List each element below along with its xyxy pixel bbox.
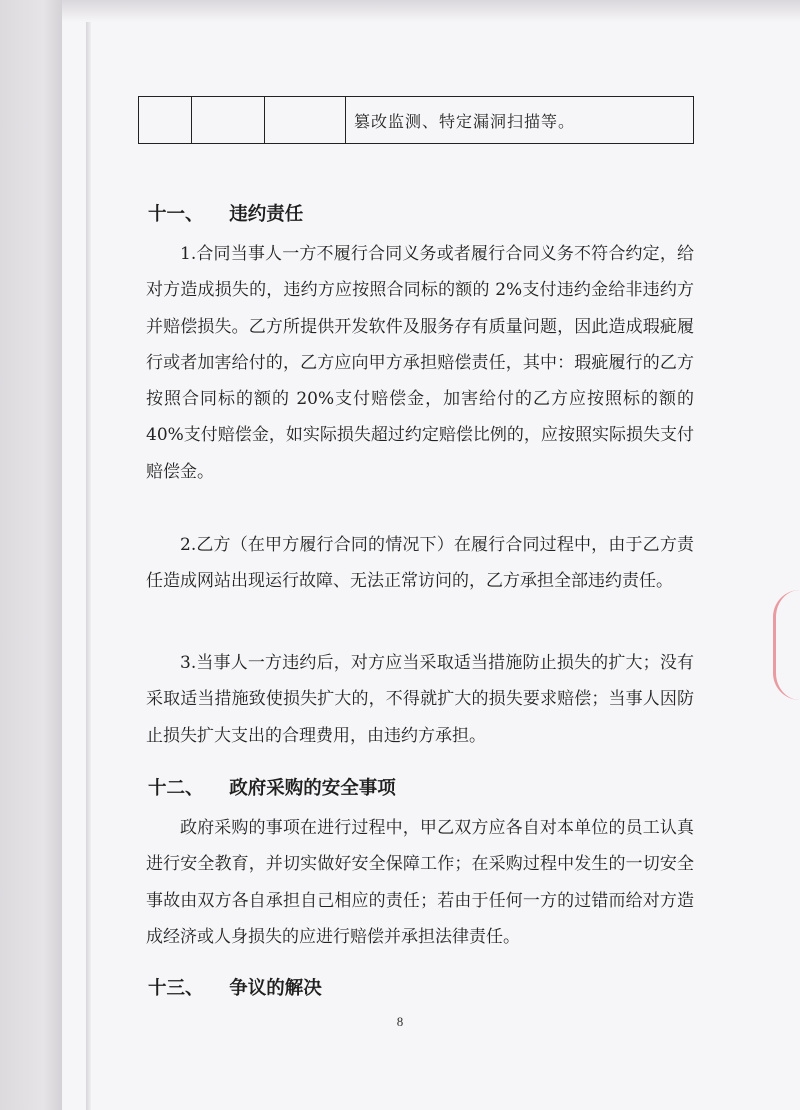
paragraph-breach-3: 3.当事人一方违约后，对方应当采取适当措施防止损失的扩大；没有采取适当措施致使损失扩大的，不得就扩大的损失要求赔偿；当事人因防止损失扩大支出的合理费用，由违约方承担。 [146,653,694,746]
section-heading-breach-liability: 十一、 违约责任 [148,204,304,225]
section-heading-procurement-safety: 十二、 政府采购的安全事项 [148,778,396,799]
table-cell [192,97,265,144]
page-number: 8 [396,1014,404,1029]
binding-edge [0,0,62,1110]
table-cell-text: 篡改监测、特定漏洞扫描等。 [346,97,694,144]
table-fragment [138,96,694,144]
paragraph-breach-2: 2.乙方（在甲方履行合同的情况下）在履行合同过程中，由于乙方责任造成网站出现运行故障、无法正常访问的，乙方承担全部违约责任。 [146,535,694,592]
seal-stamp-edge [773,590,800,700]
page-fold-shadow [86,0,91,1110]
top-scan-shadow [62,0,800,22]
paragraph-breach-1: 1.合同当事人一方不履行合同义务或者履行合同义务不符合约定，给对方造成损失的，违约方应按照合同标的额的 2%支付违约金给非违约方并赔偿损失。乙方所提供开发软件及服务存有质量问题，因此造成瑕疵履行或者加害给付的，乙方应向甲方承担赔偿责任，其中：瑕疵履行的乙方按照合同标的额的 20%支付赔偿金，加害给付的乙方应按照标的额的 40%支付赔偿金，如实际损失超过约定赔偿比例的，应按照实际损失支付赔偿金。 [146,244,694,482]
paragraph-procurement-safety: 政府采购的事项在进行过程中，甲乙双方应各自对本单位的员工认真进行安全教育，并切实做好安全保障工作；在采购过程中发生的一切安全事故由双方各自承担自己相应的责任；若由于任何一方的过错而给对方造成经济或人身损失的应进行赔偿并承担法律责任。 [146,818,694,947]
table-row [139,97,694,144]
table-cell [265,97,346,144]
section-heading-dispute-resolution: 十三、 争议的解决 [148,978,322,999]
table-cell [139,97,192,144]
